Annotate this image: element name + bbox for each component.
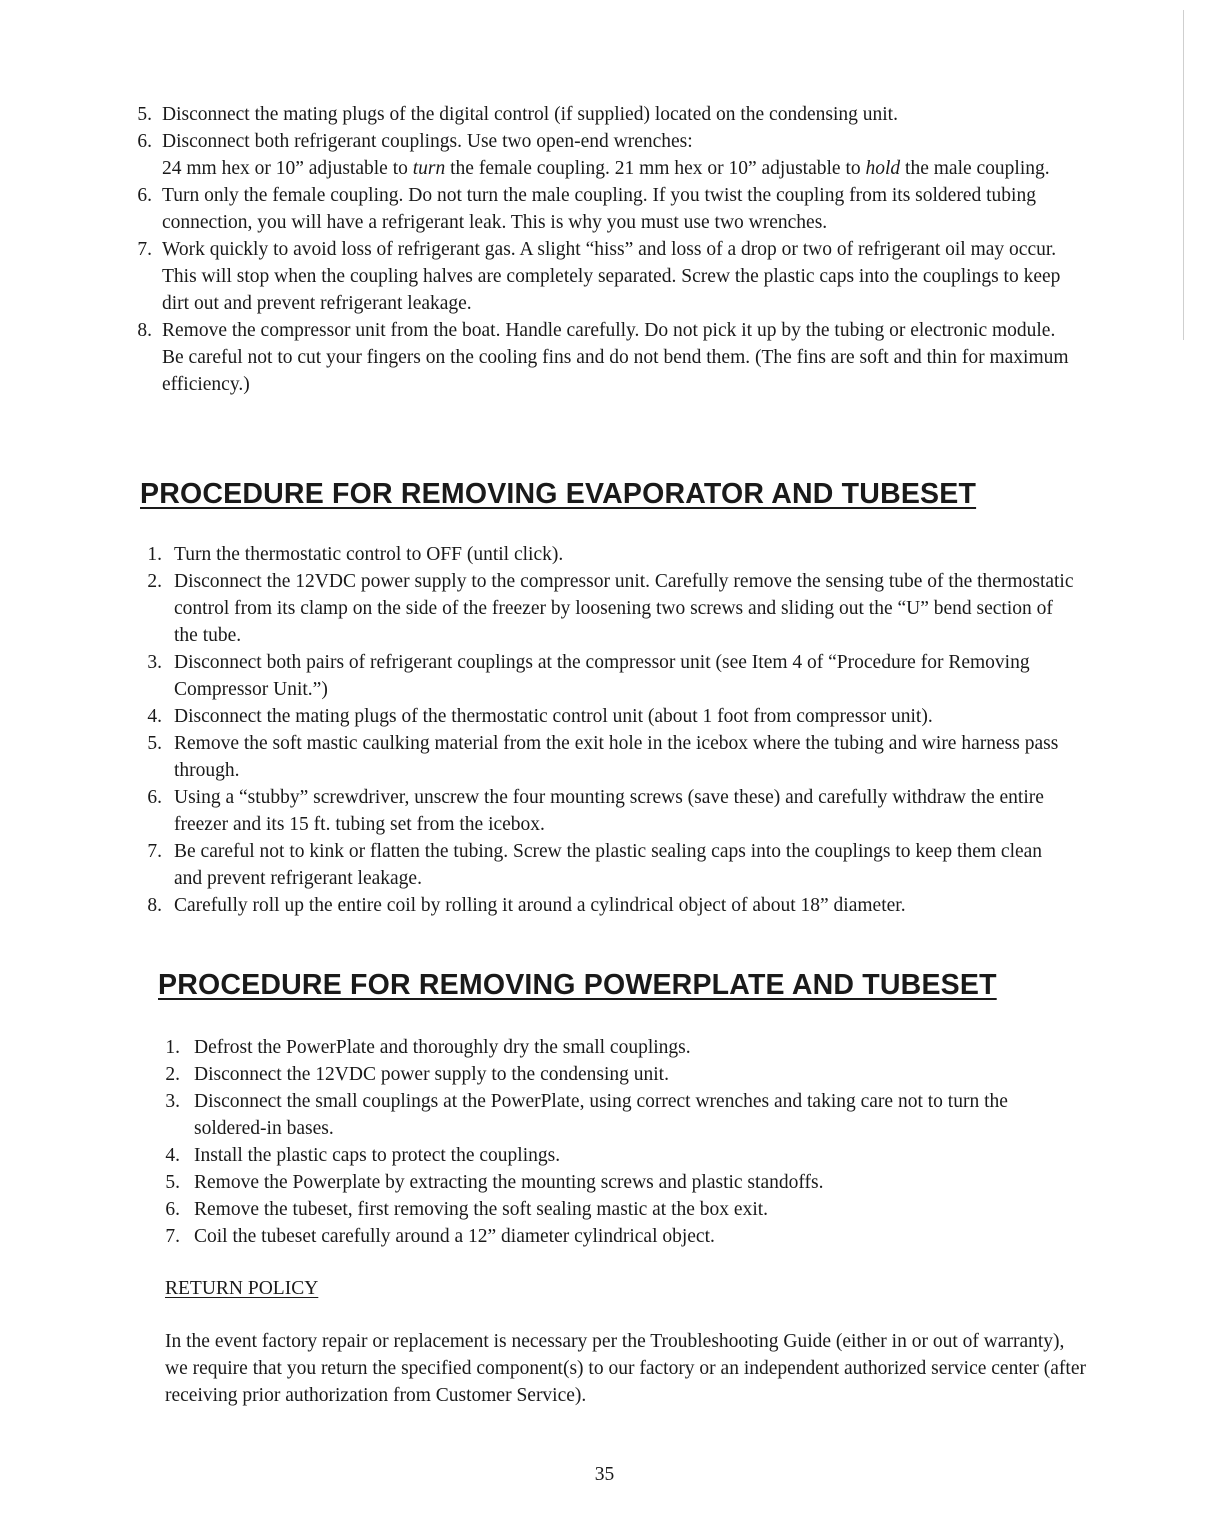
item-number: 6. <box>165 1199 180 1220</box>
list-item <box>158 1169 1078 1196</box>
item-text: Work quickly to avoid loss of refrigerant gas. A slight “hiss” and loss of a drop or two of refrigerant oil may occur. This will stop when the coupling halves are completely separated. Screw the plastic caps into the couplings to keep dirt out and prevent refrigerant leakage. <box>162 239 1061 314</box>
item-text: Remove the soft mastic caulking material from the exit hole in the icebox where the tubing and wire harness pass through. <box>174 733 1059 781</box>
list-item <box>140 568 1075 649</box>
section-heading-powerplate: PROCEDURE FOR REMOVING POWERPLATE AND TUBESET <box>158 969 997 1001</box>
item-number: 4. <box>147 706 162 727</box>
item-text: Defrost the PowerPlate and thoroughly dry the small couplings. <box>194 1037 691 1058</box>
item-text: Turn the thermostatic control to OFF (until click). <box>174 544 564 565</box>
emphasis-hold: hold <box>865 158 901 179</box>
item-text: Disconnect the 12VDC power supply to the condensing unit. <box>194 1064 669 1085</box>
item-number: 7. <box>165 1226 180 1247</box>
section-heading-evaporator: PROCEDURE FOR REMOVING EVAPORATOR AND TUBESET <box>140 478 977 510</box>
item-text: Remove the tubeset, first removing the soft sealing mastic at the box exit. <box>194 1199 769 1220</box>
list-item <box>158 1223 1078 1250</box>
list-item <box>158 1142 1078 1169</box>
evaporator-removal-steps <box>140 541 1075 919</box>
page-number: 35 <box>594 1464 615 1485</box>
item-number: 5. <box>147 733 162 754</box>
list-item <box>130 317 1070 398</box>
item-number: 3. <box>147 652 162 673</box>
item-number: 1. <box>147 544 162 565</box>
powerplate-removal-steps <box>158 1034 1078 1250</box>
item-text: Turn only the female coupling. Do not turn the male coupling. If you twist the coupling from its soldered tubing connection, you will have a refrigerant leak. This is why you must use two wrenches. <box>162 185 1036 233</box>
item-text-part: the male coupling. <box>900 158 1050 179</box>
list-item <box>158 1061 1078 1088</box>
item-number: 6. <box>137 185 152 206</box>
item-number: 5. <box>137 104 152 125</box>
list-item <box>140 703 1075 730</box>
list-item <box>130 101 1070 128</box>
item-text: Disconnect both pairs of refrigerant couplings at the compressor unit (see Item 4 of “Procedure for Removing Compressor Unit.”) <box>174 652 1030 700</box>
item-text: Disconnect the small couplings at the PowerPlate, using correct wrenches and taking care not to turn the soldered-in bases. <box>194 1091 1008 1139</box>
item-number: 2. <box>165 1064 180 1085</box>
compressor-removal-steps <box>130 101 1070 398</box>
item-number: 8. <box>137 320 152 341</box>
item-text: Remove the Powerplate by extracting the mounting screws and plastic standoffs. <box>194 1172 824 1193</box>
item-text: Disconnect the 12VDC power supply to the compressor unit. Carefully remove the sensing tube of the thermostatic control from its clamp on the side of the freezer by loosening two screws and sliding out the “U” bend section of the tube. <box>174 571 1074 646</box>
list-item <box>158 1034 1078 1061</box>
list-item <box>140 649 1075 703</box>
item-text: Carefully roll up the entire coil by rolling it around a cylindrical object of about 18” diameter. <box>174 895 906 916</box>
scan-edge-line <box>1183 10 1184 340</box>
return-policy-title: RETURN POLICY <box>165 1278 319 1299</box>
item-text: Disconnect the mating plugs of the digital control (if supplied) located on the condensing unit. <box>162 104 898 125</box>
item-number: 6. <box>147 787 162 808</box>
item-number: 7. <box>147 841 162 862</box>
item-text: Remove the compressor unit from the boat. Handle carefully. Do not pick it up by the tubing or electronic module. Be careful not to cut your fingers on the cooling fins and do not bend them. (The fins are soft and thin for maximum efficiency.) <box>162 320 1069 395</box>
item-text: Coil the tubeset carefully around a 12” diameter cylindrical object. <box>194 1226 715 1247</box>
item-text-multi <box>130 128 1070 182</box>
item-number: 5. <box>165 1172 180 1193</box>
list-item <box>158 1196 1078 1223</box>
item-text: Install the plastic caps to protect the couplings. <box>194 1145 561 1166</box>
item-text: Using a “stubby” screwdriver, unscrew the four mounting screws (save these) and carefully withdraw the entire freezer and its 15 ft. tubing set from the icebox. <box>174 787 1044 835</box>
list-item <box>158 1088 1078 1142</box>
item-number: 1. <box>165 1037 180 1058</box>
list-item <box>140 838 1075 892</box>
item-text: Disconnect the mating plugs of the thermostatic control unit (about 1 foot from compressor unit). <box>174 706 933 727</box>
list-item <box>140 541 1075 568</box>
list-item <box>130 236 1070 317</box>
return-policy-text: In the event factory repair or replacement is necessary per the Troubleshooting Guide (either in or out of warranty), we require that you return the specified component(s) to our factory or an independent authorized service center (after receiving prior authorization from Customer Service). <box>165 1331 1086 1406</box>
item-number: 6. <box>137 131 152 152</box>
item-number: 2. <box>147 571 162 592</box>
emphasis-turn: turn <box>412 158 446 179</box>
list-item <box>130 128 1070 182</box>
item-text-part: 24 mm hex or 10” adjustable to <box>162 158 413 179</box>
list-item <box>140 892 1075 919</box>
list-item <box>130 182 1070 236</box>
list-item <box>140 730 1075 784</box>
item-text: Be careful not to kink or flatten the tubing. Screw the plastic sealing caps into the couplings to keep them clean and prevent refrigerant leakage. <box>174 841 1043 889</box>
item-number: 4. <box>165 1145 180 1166</box>
item-number: 8. <box>147 895 162 916</box>
item-number: 7. <box>137 239 152 260</box>
item-text-part: the female coupling. 21 mm hex or 10” adjustable to <box>445 158 866 179</box>
item-number: 3. <box>165 1091 180 1112</box>
list-item <box>140 784 1075 838</box>
item-text: Disconnect both refrigerant couplings. Use two open-end wrenches: <box>162 131 693 152</box>
